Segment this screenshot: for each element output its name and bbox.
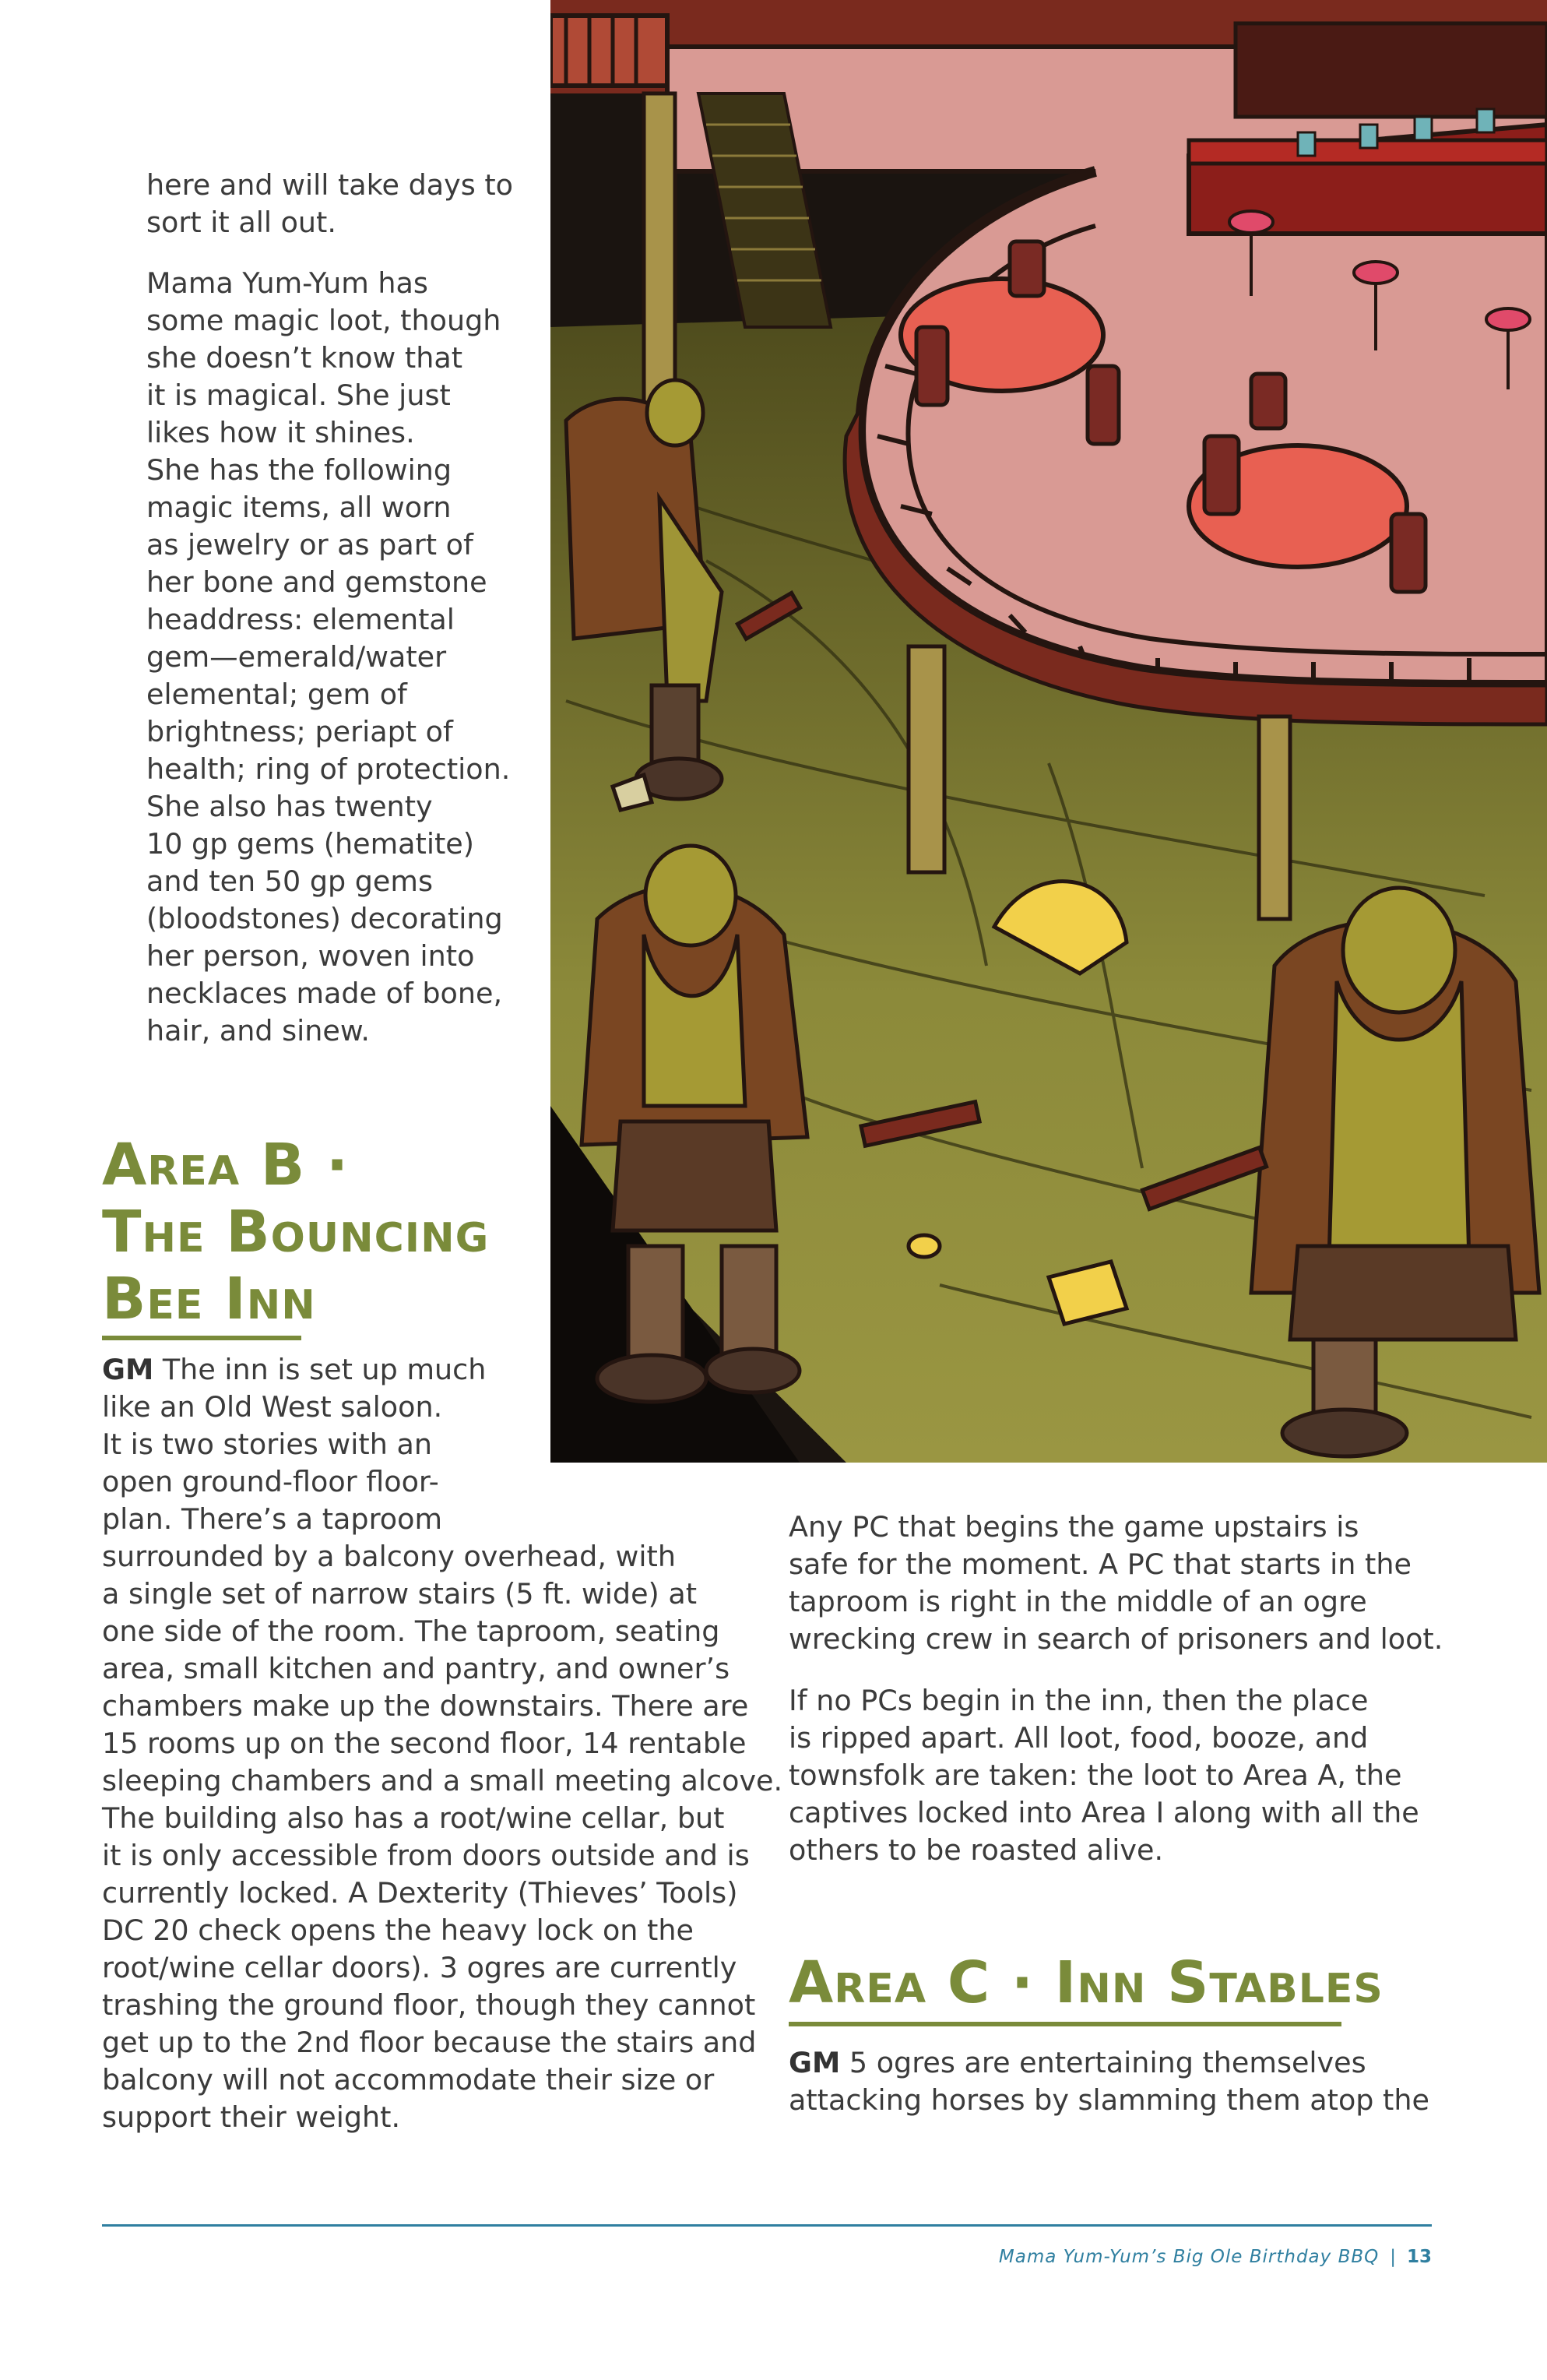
text-line: She has the following <box>146 453 452 487</box>
heading-line: The Bouncing <box>102 1199 490 1266</box>
text-line: health; ring of protection. <box>146 752 511 786</box>
gm-label: GM <box>102 1353 154 1386</box>
text-line: her person, woven into <box>146 939 475 973</box>
heading-line: Area B · <box>102 1132 350 1199</box>
text-line: hair, and sinew. <box>146 1014 370 1047</box>
text-line <box>102 1351 782 1389</box>
text-line: elemental; gem of <box>146 678 407 711</box>
text-line: The building also has a root/wine cellar, but <box>102 1801 725 1835</box>
text-line: chambers make up the downstairs. There are <box>102 1689 749 1723</box>
text-line: (bloodstones) decorating <box>146 902 503 935</box>
text-line: get up to the 2nd floor because the stairs and <box>102 2026 757 2059</box>
area-c-paragraph <box>789 2044 1429 2119</box>
footer-separator: | <box>1390 2247 1396 2267</box>
text-line: one side of the room. The taproom, seating <box>102 1614 720 1648</box>
text-line: attacking horses by slamming them atop the <box>789 2083 1429 2117</box>
text-line: as jewelry or as part of <box>146 528 473 562</box>
text-line: it is magical. She just <box>146 378 451 412</box>
text-line: and ten 50 gp gems <box>146 864 433 898</box>
text-line: root/wine cellar doors). 3 ogres are currently <box>102 1951 737 1984</box>
text-line: She also has twenty <box>146 790 433 823</box>
area-c-heading: Area C · Inn Stables <box>789 1949 1384 2016</box>
book-title: Mama Yum-Yum’s Big Ole Birthday BBQ <box>998 2247 1380 2267</box>
text-line: trashing the ground floor, though they cannot <box>102 1988 756 2022</box>
text-line: townsfolk are taken: the loot to Area A, the <box>789 1759 1402 1792</box>
text-line: her bone and gemstone <box>146 565 487 599</box>
col1-paragraph-2 <box>146 265 510 1050</box>
text-line: plan. There’s a taproom <box>102 1502 443 1536</box>
text-line: It is two stories with an <box>102 1428 432 1461</box>
col1-paragraph-1 <box>146 167 513 241</box>
text-line: brightness; periapt of <box>146 715 453 748</box>
text-line: sleeping chambers and a small meeting alcove. <box>102 1764 783 1797</box>
text-line: 10 gp gems (hematite) <box>146 827 474 861</box>
text-line: magic items, all worn <box>146 491 452 524</box>
text-line: 15 rooms up on the second floor, 14 rentable <box>102 1727 747 1760</box>
text-line: here and will take days to <box>146 168 513 202</box>
text-line: captives locked into Area I along with all the <box>789 1796 1419 1829</box>
col2-paragraph-1 <box>789 1509 1443 1658</box>
heading-line: Bee Inn <box>102 1266 316 1333</box>
footer-rule <box>102 2224 1432 2227</box>
text-line: area, small kitchen and pantry, and owner’s <box>102 1652 730 1685</box>
text-line: balcony will not accommodate their size or <box>102 2063 715 2097</box>
page-number: 13 <box>1406 2247 1432 2267</box>
text-line: headdress: elemental <box>146 603 455 636</box>
text-line: support their weight. <box>102 2100 401 2134</box>
tavern-illustration <box>550 0 1547 1463</box>
text-line: Any PC that begins the game upstairs is <box>789 1510 1359 1544</box>
text-line: DC 20 check opens the heavy lock on the <box>102 1914 694 1947</box>
col2-paragraph-2 <box>789 1682 1419 1869</box>
text-line: If no PCs begin in the inn, then the place <box>789 1684 1369 1717</box>
text-line: like an Old West saloon. <box>102 1390 443 1424</box>
text-line: Mama Yum-Yum has <box>146 266 428 300</box>
text-line: is ripped apart. All loot, food, booze, and <box>789 1721 1369 1755</box>
area-c-heading-rule <box>789 2022 1341 2026</box>
text-line: it is only accessible from doors outside and is <box>102 1839 750 1872</box>
page-footer <box>999 2247 1432 2267</box>
text-line: sort it all out. <box>146 206 336 239</box>
text-line: she doesn’t know that <box>146 341 463 375</box>
area-b-heading <box>102 1132 489 1333</box>
text-line: wrecking crew in search of prisoners and loot. <box>789 1622 1443 1656</box>
text-line: others to be roasted alive. <box>789 1833 1164 1867</box>
text-line: gem—emerald/water <box>146 640 447 674</box>
text-line <box>789 2044 1429 2082</box>
text-line: some magic loot, though <box>146 304 501 337</box>
text-line: surrounded by a balcony overhead, with <box>102 1540 676 1573</box>
area-b-heading-rule <box>102 1336 301 1340</box>
text-line: a single set of narrow stairs (5 ft. wide) at <box>102 1577 698 1611</box>
text-line: likes how it shines. <box>146 416 415 449</box>
gm-label: GM <box>789 2046 841 2079</box>
text-line: necklaces made of bone, <box>146 977 503 1010</box>
text-line: safe for the moment. A PC that starts in the <box>789 1547 1412 1581</box>
text-run: 5 ogres are entertaining themselves <box>849 2046 1366 2079</box>
area-b-paragraph <box>102 1351 782 2136</box>
text-line: taproom is right in the middle of an ogre <box>789 1585 1367 1618</box>
text-line: currently locked. A Dexterity (Thieves’ Tools) <box>102 1876 738 1910</box>
text-run: The inn is set up much <box>162 1353 487 1386</box>
text-line: open ground-floor floor- <box>102 1465 439 1498</box>
